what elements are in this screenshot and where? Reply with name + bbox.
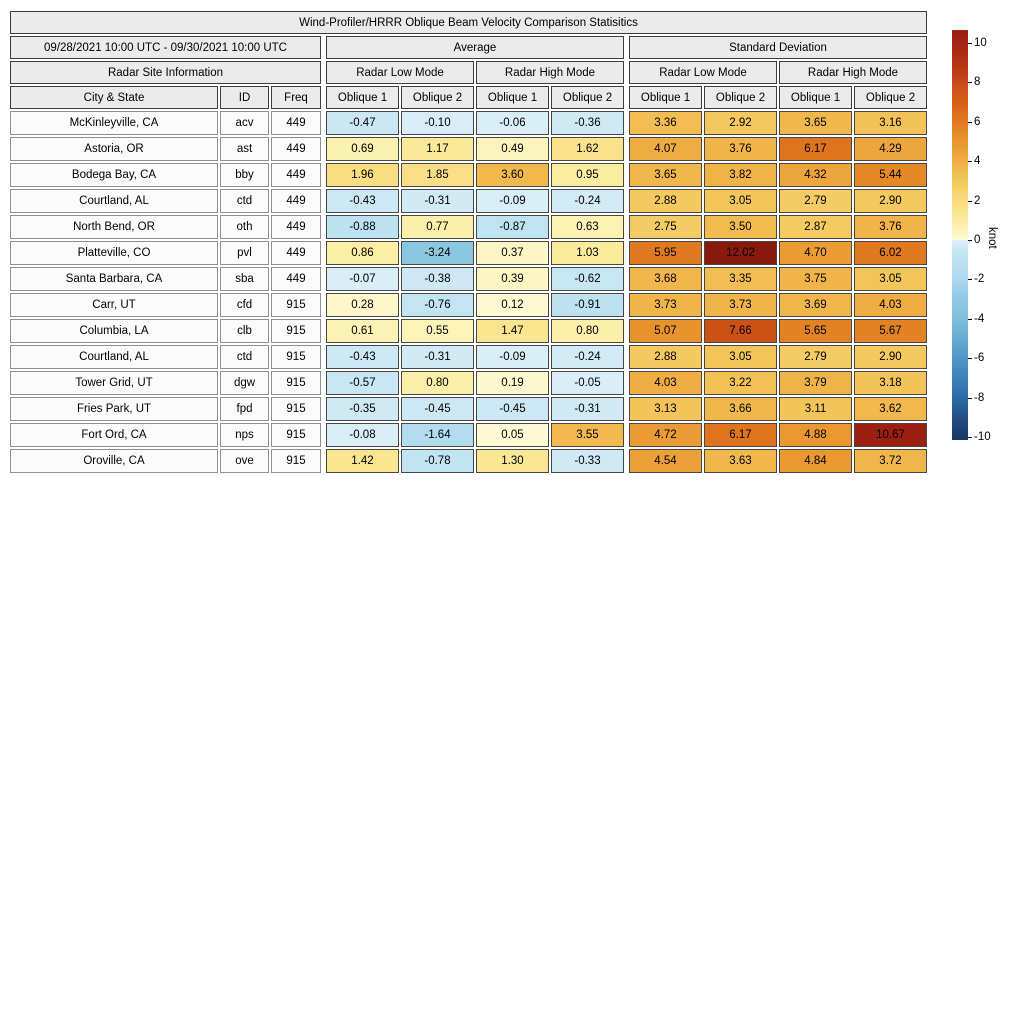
colorbar-tick-mark bbox=[968, 398, 972, 399]
column-gap bbox=[323, 86, 324, 109]
id-cell: cfd bbox=[220, 293, 269, 317]
value-cell: 3.50 bbox=[704, 215, 777, 239]
column-gap bbox=[626, 163, 627, 187]
value-cell: 2.92 bbox=[704, 111, 777, 135]
table-body bbox=[10, 111, 927, 473]
value-cell: 1.62 bbox=[551, 137, 624, 161]
std-group-header: Standard Deviation bbox=[629, 36, 927, 59]
group-header-row bbox=[10, 36, 927, 59]
freq-cell: 449 bbox=[271, 111, 321, 135]
colorbar-tick-mark bbox=[968, 122, 972, 123]
colorbar bbox=[952, 30, 968, 440]
value-cell: -0.76 bbox=[401, 293, 474, 317]
oblique2-header: Oblique 2 bbox=[704, 86, 777, 109]
freq-cell: 449 bbox=[271, 215, 321, 239]
colorbar-tick-label: -2 bbox=[974, 273, 985, 285]
colorbar-tick-mark bbox=[968, 319, 972, 320]
freq-cell: 915 bbox=[271, 449, 321, 473]
value-cell: -0.35 bbox=[326, 397, 399, 421]
value-cell: -0.33 bbox=[551, 449, 624, 473]
value-cell: 3.05 bbox=[704, 189, 777, 213]
colorbar-unit-label: knot bbox=[986, 227, 998, 249]
city-cell: McKinleyville, CA bbox=[10, 111, 218, 135]
value-cell: 4.72 bbox=[629, 423, 702, 447]
id-header: ID bbox=[220, 86, 269, 109]
value-cell: 3.22 bbox=[704, 371, 777, 395]
value-cell: 2.90 bbox=[854, 189, 927, 213]
column-gap bbox=[626, 86, 627, 109]
stats-table bbox=[8, 9, 929, 475]
column-gap bbox=[323, 319, 324, 343]
column-gap bbox=[323, 423, 324, 447]
value-cell: 1.85 bbox=[401, 163, 474, 187]
value-cell: -0.31 bbox=[401, 345, 474, 369]
value-cell: 5.65 bbox=[779, 319, 852, 343]
site-info-header: Radar Site Information bbox=[10, 61, 321, 84]
std-low-mode-header: Radar Low Mode bbox=[629, 61, 777, 84]
value-cell: -0.05 bbox=[551, 371, 624, 395]
city-cell: Platteville, CO bbox=[10, 241, 218, 265]
value-cell: 2.88 bbox=[629, 345, 702, 369]
value-cell: 0.05 bbox=[476, 423, 549, 447]
mode-header-row bbox=[10, 61, 927, 84]
value-cell: 0.28 bbox=[326, 293, 399, 317]
freq-cell: 915 bbox=[271, 423, 321, 447]
freq-cell: 915 bbox=[271, 293, 321, 317]
freq-cell: 449 bbox=[271, 241, 321, 265]
value-cell: 0.95 bbox=[551, 163, 624, 187]
value-cell: 3.55 bbox=[551, 423, 624, 447]
value-cell: 3.75 bbox=[779, 267, 852, 291]
value-cell: 6.17 bbox=[779, 137, 852, 161]
value-cell: 1.47 bbox=[476, 319, 549, 343]
city-cell: Bodega Bay, CA bbox=[10, 163, 218, 187]
value-cell: 3.79 bbox=[779, 371, 852, 395]
column-gap bbox=[626, 215, 627, 239]
city-cell: Oroville, CA bbox=[10, 449, 218, 473]
table-row bbox=[10, 215, 927, 239]
column-gap bbox=[323, 371, 324, 395]
value-cell: 0.37 bbox=[476, 241, 549, 265]
value-cell: 5.44 bbox=[854, 163, 927, 187]
column-gap bbox=[626, 293, 627, 317]
value-cell: 3.35 bbox=[704, 267, 777, 291]
column-gap bbox=[626, 267, 627, 291]
column-gap bbox=[323, 163, 324, 187]
colorbar-tick-label: -6 bbox=[974, 352, 985, 364]
freq-header: Freq bbox=[271, 86, 321, 109]
value-cell: 10.67 bbox=[854, 423, 927, 447]
colorbar-tick-label: 6 bbox=[974, 116, 981, 128]
city-state-header: City & State bbox=[10, 86, 218, 109]
oblique2-header: Oblique 2 bbox=[551, 86, 624, 109]
column-gap bbox=[323, 61, 324, 84]
freq-cell: 449 bbox=[271, 137, 321, 161]
value-cell: -0.24 bbox=[551, 345, 624, 369]
city-cell: Fries Park, UT bbox=[10, 397, 218, 421]
value-cell: 0.80 bbox=[551, 319, 624, 343]
value-cell: 3.18 bbox=[854, 371, 927, 395]
oblique2-header: Oblique 2 bbox=[401, 86, 474, 109]
column-gap bbox=[323, 215, 324, 239]
colorbar-tick-mark bbox=[968, 161, 972, 162]
city-cell: Astoria, OR bbox=[10, 137, 218, 161]
value-cell: 1.42 bbox=[326, 449, 399, 473]
column-gap bbox=[323, 345, 324, 369]
value-cell: 3.73 bbox=[629, 293, 702, 317]
column-gap bbox=[626, 111, 627, 135]
value-cell: 1.96 bbox=[326, 163, 399, 187]
value-cell: 0.12 bbox=[476, 293, 549, 317]
value-cell: 3.76 bbox=[854, 215, 927, 239]
value-cell: 3.65 bbox=[629, 163, 702, 187]
column-gap bbox=[626, 319, 627, 343]
city-cell: Santa Barbara, CA bbox=[10, 267, 218, 291]
value-cell: 3.05 bbox=[854, 267, 927, 291]
freq-cell: 915 bbox=[271, 319, 321, 343]
id-cell: dgw bbox=[220, 371, 269, 395]
value-cell: 1.30 bbox=[476, 449, 549, 473]
value-cell: -0.31 bbox=[551, 397, 624, 421]
value-cell: 3.65 bbox=[779, 111, 852, 135]
freq-cell: 915 bbox=[271, 371, 321, 395]
colorbar-tick-mark bbox=[968, 358, 972, 359]
colorbar-tick-label: -10 bbox=[974, 431, 991, 443]
value-cell: 2.87 bbox=[779, 215, 852, 239]
value-cell: -0.07 bbox=[326, 267, 399, 291]
table-row bbox=[10, 371, 927, 395]
value-cell: -0.31 bbox=[401, 189, 474, 213]
column-gap bbox=[323, 397, 324, 421]
table-row bbox=[10, 293, 927, 317]
value-cell: -0.06 bbox=[476, 111, 549, 135]
value-cell: 5.07 bbox=[629, 319, 702, 343]
freq-cell: 915 bbox=[271, 345, 321, 369]
value-cell: 4.29 bbox=[854, 137, 927, 161]
value-cell: 2.88 bbox=[629, 189, 702, 213]
value-cell: 3.05 bbox=[704, 345, 777, 369]
table-row bbox=[10, 423, 927, 447]
value-cell: -0.87 bbox=[476, 215, 549, 239]
column-gap bbox=[626, 61, 627, 84]
colorbar-tick-label: 0 bbox=[974, 234, 981, 246]
colorbar-tick-mark bbox=[968, 82, 972, 83]
value-cell: 4.03 bbox=[854, 293, 927, 317]
value-cell: -0.09 bbox=[476, 189, 549, 213]
oblique1-header: Oblique 1 bbox=[476, 86, 549, 109]
oblique2-header: Oblique 2 bbox=[854, 86, 927, 109]
freq-cell: 449 bbox=[271, 163, 321, 187]
value-cell: 4.84 bbox=[779, 449, 852, 473]
table-row bbox=[10, 345, 927, 369]
avg-low-mode-header: Radar Low Mode bbox=[326, 61, 474, 84]
value-cell: 6.02 bbox=[854, 241, 927, 265]
oblique1-header: Oblique 1 bbox=[629, 86, 702, 109]
std-high-mode-header: Radar High Mode bbox=[779, 61, 927, 84]
column-gap bbox=[626, 371, 627, 395]
city-cell: Tower Grid, UT bbox=[10, 371, 218, 395]
value-cell: -0.43 bbox=[326, 189, 399, 213]
value-cell: 0.19 bbox=[476, 371, 549, 395]
colorbar-tick-label: 8 bbox=[974, 76, 981, 88]
value-cell: 1.03 bbox=[551, 241, 624, 265]
value-cell: 4.32 bbox=[779, 163, 852, 187]
value-cell: 3.66 bbox=[704, 397, 777, 421]
column-gap bbox=[323, 241, 324, 265]
date-range: 09/28/2021 10:00 UTC - 09/30/2021 10:00 UTC bbox=[10, 36, 321, 59]
value-cell: 2.79 bbox=[779, 189, 852, 213]
value-cell: 0.86 bbox=[326, 241, 399, 265]
column-gap bbox=[626, 397, 627, 421]
value-cell: -0.38 bbox=[401, 267, 474, 291]
colorbar-tick-label: 10 bbox=[974, 37, 987, 49]
oblique1-header: Oblique 1 bbox=[779, 86, 852, 109]
column-gap bbox=[626, 36, 627, 59]
id-cell: pvl bbox=[220, 241, 269, 265]
id-cell: ctd bbox=[220, 345, 269, 369]
colorbar-tick-label: -8 bbox=[974, 392, 985, 404]
value-cell: 4.54 bbox=[629, 449, 702, 473]
value-cell: 1.17 bbox=[401, 137, 474, 161]
column-gap bbox=[626, 345, 627, 369]
id-cell: ast bbox=[220, 137, 269, 161]
column-gap bbox=[323, 449, 324, 473]
value-cell: 3.62 bbox=[854, 397, 927, 421]
value-cell: 0.61 bbox=[326, 319, 399, 343]
freq-cell: 449 bbox=[271, 189, 321, 213]
table-row bbox=[10, 319, 927, 343]
value-cell: 3.13 bbox=[629, 397, 702, 421]
city-cell: Carr, UT bbox=[10, 293, 218, 317]
value-cell: 6.17 bbox=[704, 423, 777, 447]
value-cell: -0.43 bbox=[326, 345, 399, 369]
value-cell: 3.63 bbox=[704, 449, 777, 473]
value-cell: 7.66 bbox=[704, 319, 777, 343]
column-gap bbox=[323, 36, 324, 59]
id-cell: oth bbox=[220, 215, 269, 239]
value-cell: 2.79 bbox=[779, 345, 852, 369]
id-cell: ove bbox=[220, 449, 269, 473]
colorbar-tick-mark bbox=[968, 43, 972, 44]
value-cell: -1.64 bbox=[401, 423, 474, 447]
value-cell: 0.63 bbox=[551, 215, 624, 239]
value-cell: 3.72 bbox=[854, 449, 927, 473]
colorbar-tick-label: 2 bbox=[974, 195, 981, 207]
id-cell: clb bbox=[220, 319, 269, 343]
column-gap bbox=[626, 241, 627, 265]
id-cell: fpd bbox=[220, 397, 269, 421]
value-cell: -3.24 bbox=[401, 241, 474, 265]
value-cell: 3.73 bbox=[704, 293, 777, 317]
value-cell: 3.82 bbox=[704, 163, 777, 187]
freq-cell: 449 bbox=[271, 267, 321, 291]
city-cell: Columbia, LA bbox=[10, 319, 218, 343]
value-cell: -0.57 bbox=[326, 371, 399, 395]
table-row bbox=[10, 189, 927, 213]
table-row bbox=[10, 137, 927, 161]
value-cell: 3.16 bbox=[854, 111, 927, 135]
colorbar-tick-mark bbox=[968, 437, 972, 438]
value-cell: 3.69 bbox=[779, 293, 852, 317]
avg-high-mode-header: Radar High Mode bbox=[476, 61, 624, 84]
column-gap bbox=[626, 189, 627, 213]
column-gap bbox=[323, 111, 324, 135]
column-header-row bbox=[10, 86, 927, 109]
city-cell: Fort Ord, CA bbox=[10, 423, 218, 447]
table-row bbox=[10, 449, 927, 473]
column-gap bbox=[323, 267, 324, 291]
column-gap bbox=[626, 423, 627, 447]
column-gap bbox=[626, 449, 627, 473]
id-cell: nps bbox=[220, 423, 269, 447]
value-cell: -0.47 bbox=[326, 111, 399, 135]
value-cell: -0.62 bbox=[551, 267, 624, 291]
value-cell: -0.24 bbox=[551, 189, 624, 213]
value-cell: 3.68 bbox=[629, 267, 702, 291]
value-cell: 2.75 bbox=[629, 215, 702, 239]
value-cell: 3.11 bbox=[779, 397, 852, 421]
column-gap bbox=[323, 293, 324, 317]
value-cell: 0.77 bbox=[401, 215, 474, 239]
value-cell: 2.90 bbox=[854, 345, 927, 369]
value-cell: -0.45 bbox=[401, 397, 474, 421]
value-cell: 4.07 bbox=[629, 137, 702, 161]
value-cell: -0.88 bbox=[326, 215, 399, 239]
value-cell: 0.39 bbox=[476, 267, 549, 291]
table-row bbox=[10, 111, 927, 135]
oblique1-header: Oblique 1 bbox=[326, 86, 399, 109]
colorbar-tick-label: 4 bbox=[974, 155, 981, 167]
value-cell: -0.78 bbox=[401, 449, 474, 473]
value-cell: -0.10 bbox=[401, 111, 474, 135]
id-cell: ctd bbox=[220, 189, 269, 213]
value-cell: 12.02 bbox=[704, 241, 777, 265]
table-row bbox=[10, 397, 927, 421]
colorbar-tick-mark bbox=[968, 279, 972, 280]
id-cell: bby bbox=[220, 163, 269, 187]
value-cell: -0.91 bbox=[551, 293, 624, 317]
value-cell: -0.45 bbox=[476, 397, 549, 421]
value-cell: 0.49 bbox=[476, 137, 549, 161]
id-cell: sba bbox=[220, 267, 269, 291]
value-cell: 0.80 bbox=[401, 371, 474, 395]
value-cell: 4.03 bbox=[629, 371, 702, 395]
colorbar-tick-label: -4 bbox=[974, 313, 985, 325]
value-cell: -0.08 bbox=[326, 423, 399, 447]
value-cell: 5.95 bbox=[629, 241, 702, 265]
city-cell: Courtland, AL bbox=[10, 345, 218, 369]
average-group-header: Average bbox=[326, 36, 624, 59]
city-cell: North Bend, OR bbox=[10, 215, 218, 239]
value-cell: 4.88 bbox=[779, 423, 852, 447]
value-cell: 4.70 bbox=[779, 241, 852, 265]
value-cell: 3.76 bbox=[704, 137, 777, 161]
city-cell: Courtland, AL bbox=[10, 189, 218, 213]
table-row bbox=[10, 163, 927, 187]
id-cell: acv bbox=[220, 111, 269, 135]
column-gap bbox=[626, 137, 627, 161]
column-gap bbox=[323, 137, 324, 161]
table-row bbox=[10, 267, 927, 291]
value-cell: 0.69 bbox=[326, 137, 399, 161]
value-cell: -0.09 bbox=[476, 345, 549, 369]
freq-cell: 915 bbox=[271, 397, 321, 421]
value-cell: 5.67 bbox=[854, 319, 927, 343]
value-cell: 0.55 bbox=[401, 319, 474, 343]
value-cell: -0.36 bbox=[551, 111, 624, 135]
colorbar-tick-mark bbox=[968, 201, 972, 202]
colorbar-tick-mark bbox=[968, 240, 972, 241]
chart-title: Wind-Profiler/HRRR Oblique Beam Velocity Comparison Statisitics bbox=[10, 11, 927, 34]
value-cell: 3.60 bbox=[476, 163, 549, 187]
title-row bbox=[10, 11, 927, 34]
column-gap bbox=[323, 189, 324, 213]
table-row bbox=[10, 241, 927, 265]
value-cell: 3.36 bbox=[629, 111, 702, 135]
